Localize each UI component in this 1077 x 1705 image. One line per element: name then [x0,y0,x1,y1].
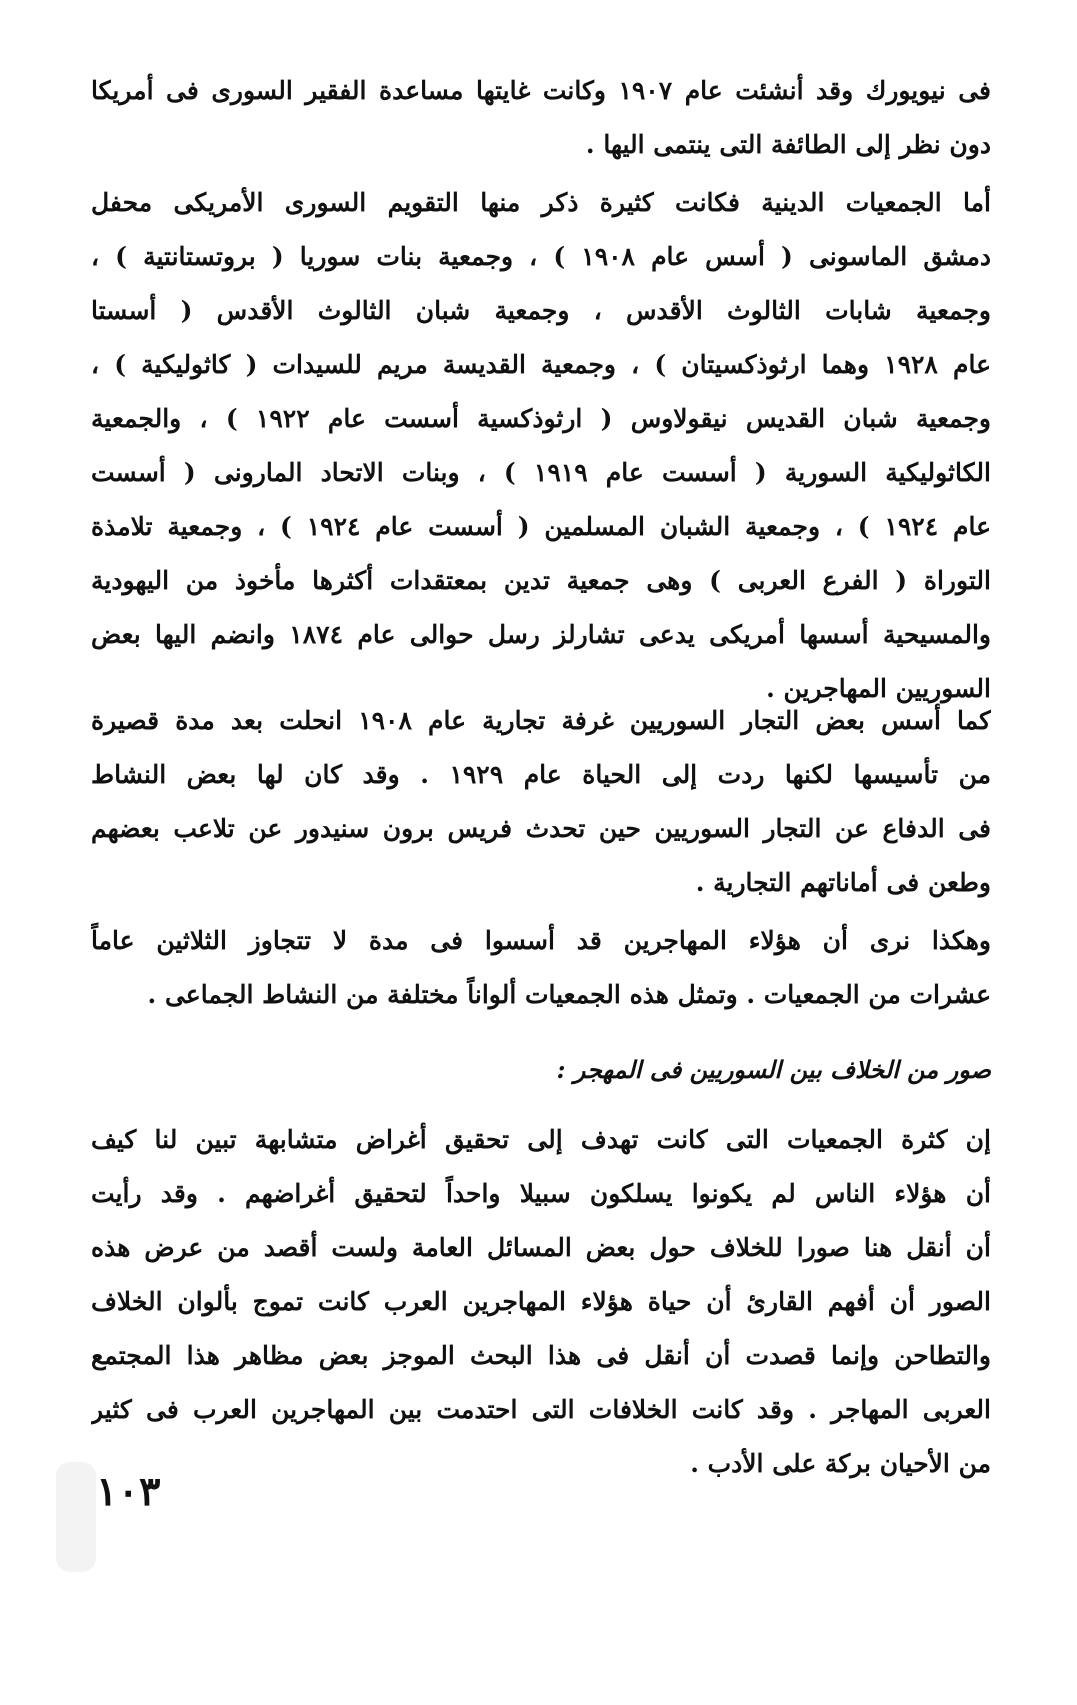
section-heading [91,1045,991,1095]
paragraph-religious-societies [91,176,991,716]
page-number: ١٠٣ [96,1468,161,1515]
paragraph-charity-society [91,64,991,172]
paragraph-line: من تأسيسها لكنها ردت إلى الحياة عام ١٩٢٩ . وقد كان لها بعض النشاط [91,760,991,789]
paragraph-line: أن هؤلاء الناس لم يكونوا يسلكون سبيلا واحداً لتحقيق أغراضهم . وقد رأيت [91,1179,991,1208]
paragraph-line: عام ١٩٢٤ ) ، وجمعية الشبان المسلمين ( أسست عام ١٩٢٤ ) ، وجمعية تلامذة [91,512,991,541]
paragraph-line: أما الجمعيات الدينية فكانت كثيرة ذكر منها التقويم السورى الأمريكى محفل [91,188,991,217]
paragraph-line: فى الدفاع عن التجار السوريين حين تحدث فريس برون سنيدور عن تلاعب بعضهم [91,814,991,843]
paragraph-line: الصور أن أفهم القارئ أن حياة هؤلاء المهاجرين العرب كانت تموج بألوان الخلاف [91,1287,991,1316]
paragraph-line: والمسيحية أسسها أمريكى يدعى تشارلز رسل حوالى عام ١٨٧٤ وانضم اليها بعض [91,620,991,649]
paragraph-disputes [91,1113,991,1491]
paragraph-line: عشرات من الجمعيات . وتمثل هذه الجمعيات ألواناً مختلفة من النشاط الجماعى . [147,980,991,1009]
paragraph-line: دمشق الماسونى ( أسس عام ١٩٠٨ ) ، وجمعية بنات سوريا ( بروتستانتية ) ، [91,242,991,271]
paragraph-line: والتطاحن وإنما قصدت أن أنقل فى هذا البحث الموجز بعض مظاهر هذا المجتمع [91,1341,991,1370]
paragraph-line: وهكذا نرى أن هؤلاء المهاجرين قد أسسوا فى مدة لا تتجاوز الثلاثين عاماً [91,926,991,955]
paragraph-line: دون نظر إلى الطائفة التى ينتمى اليها . [585,130,991,159]
scan-margin-smudge [56,1462,96,1572]
paragraph-line: العربى المهاجر . وقد كانت الخلافات التى احتدمت بين المهاجرين العرب فى كثير [91,1395,991,1424]
paragraph-line: فى نيويورك وقد أنشئت عام ١٩٠٧ وكانت غايتها مساعدة الفقير السورى فى أمريكا [91,76,991,105]
paragraph-line: التوراة ( الفرع العربى ) وهى جمعية تدين بمعتقدات أكثرها مأخوذ من اليهودية [91,566,991,595]
paragraph-line: كما أسس بعض التجار السوريين غرفة تجارية عام ١٩٠٨ انحلت بعد مدة قصيرة [91,706,991,735]
paragraph-line: إن كثرة الجمعيات التى كانت تهدف إلى تحقيق أغراض متشابهة تبين لنا كيف [91,1125,991,1154]
paragraph-line: وطعن فى أماناتهم التجارية . [695,868,991,897]
paragraph-line: السوريين المهاجرين . [766,674,991,703]
paragraph-line: وجمعية شابات الثالوث الأقدس ، وجمعية شبان الثالوث الأقدس ( أسستا [91,296,991,325]
paragraph-summary [91,914,991,1022]
paragraph-line: وجمعية شبان القديس نيقولاوس ( ارثوذكسية أسست عام ١٩٢٢ ) ، والجمعية [91,404,991,433]
section-heading-text: صور من الخلاف بين السوريين فى المهجر : [556,1055,991,1084]
paragraph-line: من الأحيان بركة على الأدب . [690,1449,991,1478]
paragraph-line: عام ١٩٢٨ وهما ارثوذكسيتان ) ، وجمعية القديسة مريم للسيدات ( كاثوليكية ) ، [91,350,991,379]
paragraph-line: الكاثوليكية السورية ( أسست عام ١٩١٩ ) ، وبنات الاتحاد المارونى ( أسست [91,458,991,487]
paragraph-chamber-of-commerce [91,694,991,910]
paragraph-line: أن أنقل هنا صورا للخلاف حول بعض المسائل العامة ولست أقصد من عرض هذه [91,1233,991,1262]
